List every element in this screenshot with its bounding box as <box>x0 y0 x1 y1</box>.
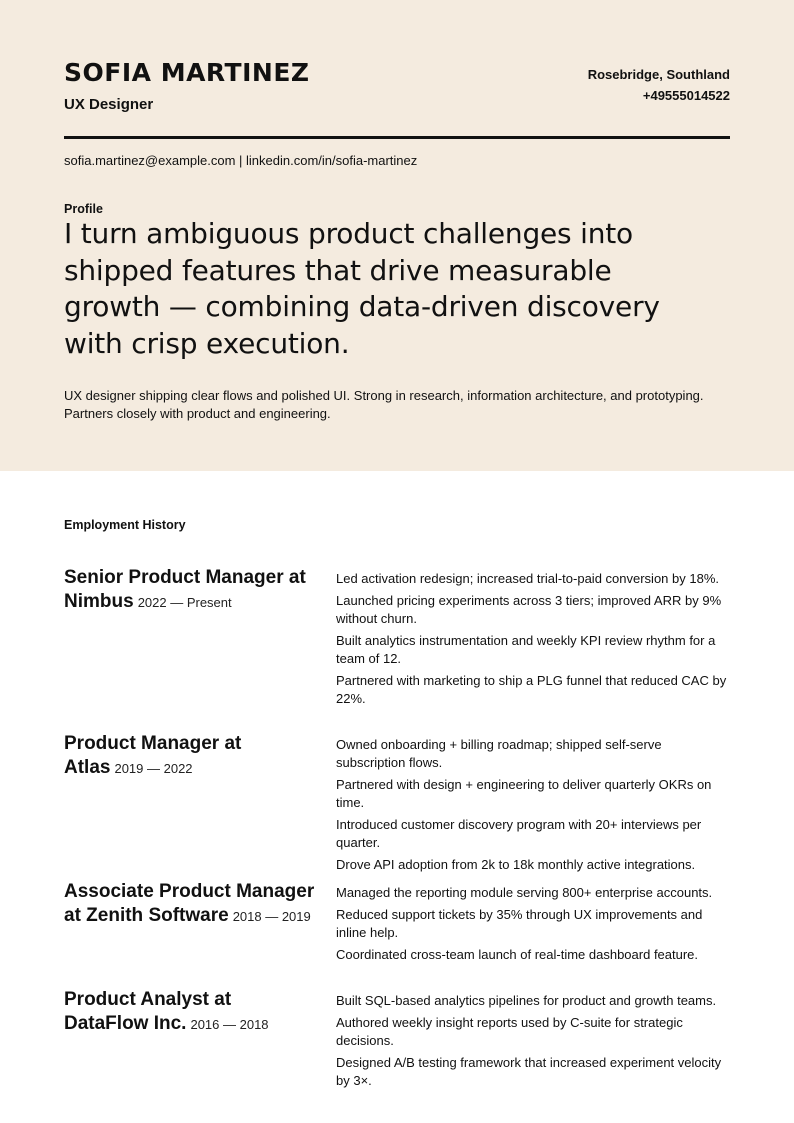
list-item: Built analytics instrumentation and weekly KPI review rhythm for a team of 12. <box>336 633 716 666</box>
job-bullets <box>336 570 730 712</box>
job-bullets <box>336 884 730 968</box>
job-dates: 2022 — Present <box>137 595 232 610</box>
list-item: Managed the reporting module serving 800+ enterprise accounts. <box>336 885 713 900</box>
list-item: Reduced support tickets by 35% through UX improvements and inline help. <box>336 907 703 940</box>
candidate-title: UX Designer <box>64 96 154 113</box>
contact-links: sofia.martinez@example.com | linkedin.com/in/sofia-martinez <box>64 153 418 168</box>
job-title: Product Manager at Atlas <box>64 733 242 778</box>
list-item: Built SQL-based analytics pipelines for product and growth teams. <box>336 993 717 1008</box>
list-item: Launched pricing experiments across 3 tiers; improved ARR by 9% without churn. <box>336 593 722 626</box>
job-dates: 2016 — 2018 <box>190 1017 269 1032</box>
header-section <box>0 0 794 471</box>
list-item: Designed A/B testing framework that increased experiment velocity by 3×. <box>336 1055 722 1088</box>
job-bullets <box>336 736 730 878</box>
job-title: Senior Product Manager at Nimbus <box>64 567 306 612</box>
job-heading <box>64 566 314 615</box>
employment-section-title: Employment History <box>64 518 186 532</box>
list-item: Owned onboarding + billing roadmap; shipped self-serve subscription flows. <box>336 737 662 770</box>
list-item: Coordinated cross-team launch of real-time dashboard feature. <box>336 947 699 962</box>
header-divider <box>64 136 730 139</box>
list-item: Partnered with design + engineering to deliver quarterly OKRs on time. <box>336 777 712 810</box>
job-dates: 2018 — 2019 <box>232 909 311 924</box>
profile-headline: I turn ambiguous product challenges into shipped features that drive measurable growth — combining data-driven discovery with crisp execution. <box>64 217 660 360</box>
list-item: Drove API adoption from 2k to 18k monthly active integrations. <box>336 857 696 872</box>
phone-text: +49555014522 <box>642 88 730 103</box>
profile-label: Profile <box>64 202 103 216</box>
location-text: Rosebridge, Southland <box>587 67 730 82</box>
job-bullets <box>336 992 730 1094</box>
contact-block <box>588 64 730 106</box>
job-heading <box>64 880 324 929</box>
list-item: Led activation redesign; increased trial-to-paid conversion by 18%. <box>336 571 719 586</box>
job-dates: 2019 — 2022 <box>114 761 193 776</box>
list-item: Authored weekly insight reports used by C-suite for strategic decisions. <box>336 1015 683 1048</box>
candidate-name: SOFIA MARTINEZ <box>64 58 310 87</box>
job-heading <box>64 732 264 781</box>
profile-summary: UX designer shipping clear flows and polished UI. Strong in research, information architecture, and prototyping. Partners closely with product and engineering. <box>64 388 704 421</box>
list-item: Introduced customer discovery program with 20+ interviews per quarter. <box>336 817 702 850</box>
job-heading <box>64 988 274 1037</box>
job-title: Product Analyst at DataFlow Inc. <box>64 989 232 1034</box>
list-item: Partnered with marketing to ship a PLG funnel that reduced CAC by 22%. <box>336 673 727 706</box>
job-title: Associate Product Manager at Zenith Software <box>64 881 315 926</box>
